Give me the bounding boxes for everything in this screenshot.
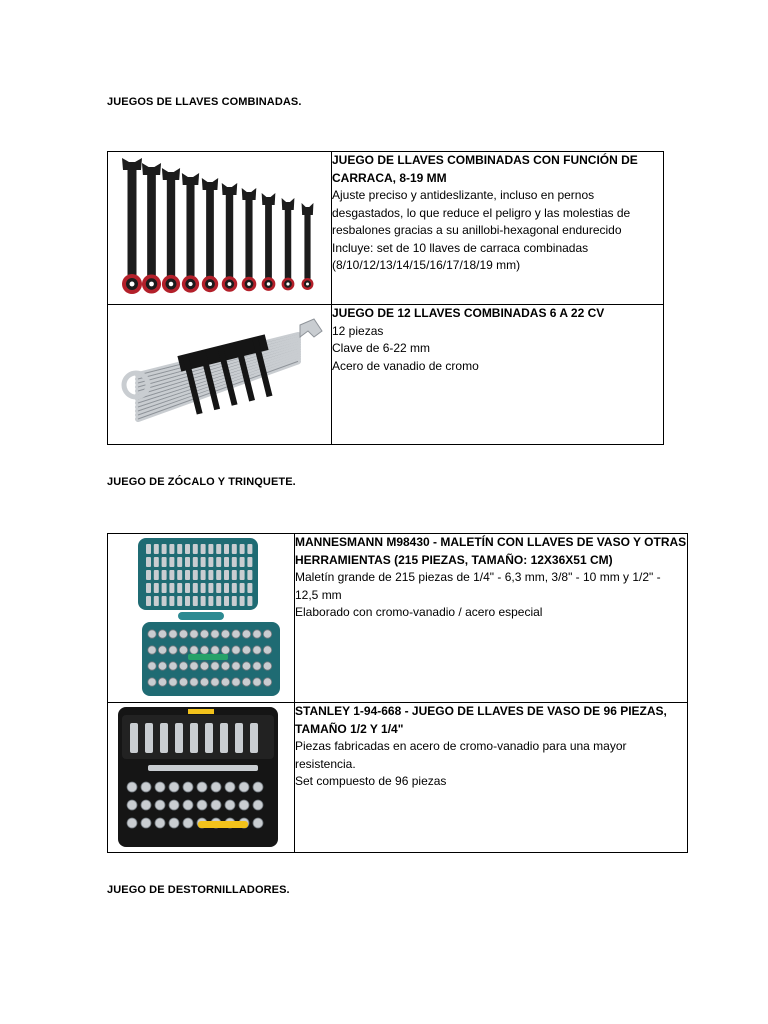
product-detail-line: Incluye: set de 10 llaves de carraca combinadas (8/10/12/13/14/15/16/17/18/19 mm)	[332, 240, 589, 272]
product-detail-line: Acero de vanadio de cromo	[332, 358, 479, 373]
table-row	[108, 152, 664, 305]
product-title: STANLEY 1-94-668 - JUEGO DE LLAVES DE VASO DE 96 PIEZAS, TAMAÑO 1/2 Y 1/4"	[295, 704, 667, 736]
section-heading-screwdrivers: JUEGO DE DESTORNILLADORES.	[107, 884, 290, 896]
combination-wrench-set-12-image	[108, 305, 331, 444]
combination-wrench-table	[107, 151, 664, 445]
product-detail-line: Maletín grande de 215 piezas de 1/4" - 6,3 mm, 3/8" - 10 mm y 1/2" - 12,5 mm	[295, 570, 661, 602]
product-detail-line: 12 piezas	[332, 323, 384, 338]
product-description-cell	[332, 305, 664, 445]
product-image-cell	[108, 534, 295, 703]
product-detail-line: Ajuste preciso y antideslizante, incluso en pernos desgastados, lo que reduce el peligro y las molestias de resbalones gracias a su anillobi-hexagonal endurecido	[332, 188, 631, 237]
product-title: MANNESMANN M98430 - MALETÍN CON LLAVES DE VASO Y OTRAS HERRAMIENTAS (215 PIEZAS, TAMAÑO: 12X36X51 CM)	[295, 535, 687, 567]
product-image-cell	[108, 305, 332, 445]
section-heading-socket-ratchet: JUEGO DE ZÓCALO Y TRINQUETE.	[107, 476, 296, 488]
table-row	[108, 534, 688, 703]
product-description-cell	[332, 152, 664, 305]
mannesmann-socket-case-image	[108, 534, 294, 702]
product-title: JUEGO DE 12 LLAVES COMBINADAS 6 A 22 CV	[332, 306, 605, 320]
product-image-cell	[108, 703, 295, 853]
product-description-cell	[295, 703, 688, 853]
product-title: JUEGO DE LLAVES COMBINADAS CON FUNCIÓN DE CARRACA, 8-19 MM	[332, 153, 638, 185]
socket-set-table	[107, 533, 688, 853]
product-detail-line: Piezas fabricadas en acero de cromo-vanadio para una mayor resistencia.	[295, 739, 627, 771]
table-row	[108, 305, 664, 445]
product-detail-line: Clave de 6-22 mm	[332, 341, 431, 355]
product-detail-line: Set compuesto de 96 piezas	[295, 774, 447, 788]
combination-ratchet-wrench-set-image	[108, 152, 331, 304]
section-heading-combination-wrenches: JUEGOS DE LLAVES COMBINADAS.	[107, 96, 302, 108]
stanley-socket-case-image	[108, 703, 294, 852]
product-detail-line: Elaborado con cromo-vanadio / acero especial	[295, 605, 543, 619]
product-image-cell	[108, 152, 332, 305]
table-row	[108, 703, 688, 853]
product-description-cell	[295, 534, 688, 703]
